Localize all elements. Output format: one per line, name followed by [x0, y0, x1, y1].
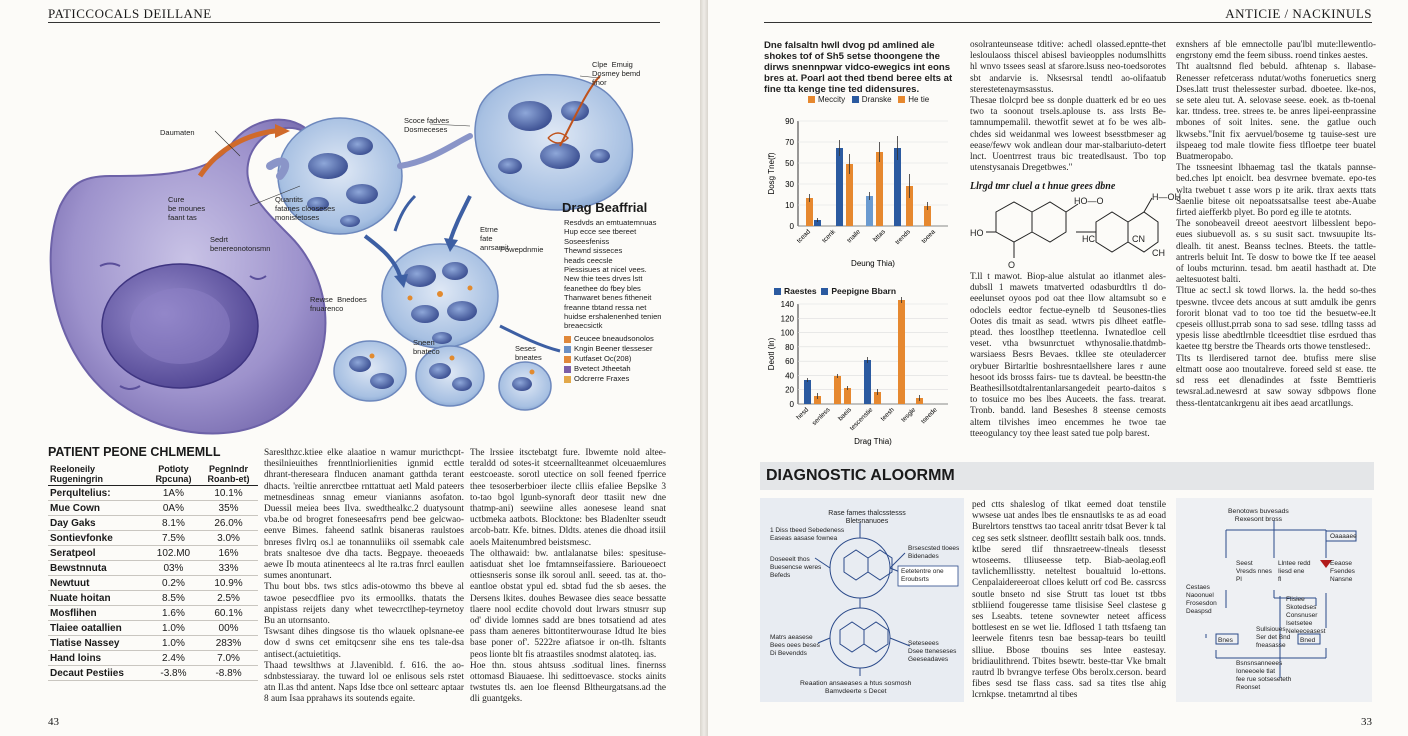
legend-swatch — [564, 376, 571, 383]
table-cell: -3.8% — [148, 666, 199, 681]
svg-text:CH: CH — [1152, 248, 1165, 258]
chart2-legend-2: Peepigne Bbarn — [831, 286, 897, 296]
tree-node-c0: Cestaes Naoonuel Frosesdon Deaspsd — [1186, 584, 1217, 615]
figure-legend-item — [564, 334, 654, 344]
chart1-legend-swatch-1 — [808, 96, 815, 103]
svg-text:HC: HC — [1082, 234, 1095, 244]
x-tick-label: tseede — [919, 406, 939, 426]
right-page — [708, 0, 1408, 736]
legend-swatch — [564, 356, 571, 363]
chart1-legend-3: He tie — [908, 95, 930, 104]
y-tick-label: 0 — [789, 222, 794, 231]
table-cell: Tlaiee oatallien — [48, 621, 148, 636]
table-cell: 0A% — [148, 501, 199, 516]
figure-legend-item — [564, 354, 654, 364]
table-cell: 1.0% — [148, 636, 199, 651]
table-cell: Sontievfonke — [48, 531, 148, 546]
right-running-head: ANTICIE / NACKINULS — [1225, 6, 1372, 21]
drag-title: Drag Beaffrial — [562, 200, 648, 215]
bar — [898, 300, 905, 404]
flow-label-l3: Matrs aeasese Bees oees beses Di Bevendds — [770, 634, 820, 657]
flow-label-l1: 1 Diss tbeed Sebedeness Easeas aasase fownea — [770, 527, 845, 542]
table-cell: 10.9% — [199, 576, 258, 591]
blue-arrow-2 — [450, 196, 470, 241]
chart1-legend-swatch-2 — [852, 96, 859, 103]
label-quantits: Quantits fatanes clooseses monisfetoses — [275, 195, 336, 222]
table-row — [48, 591, 258, 606]
y-tick-label: 10 — [785, 201, 794, 210]
table-cell: 283% — [199, 636, 258, 651]
table-row — [48, 606, 258, 621]
label-cure: Cure be mounes faant tas — [168, 195, 206, 222]
y-tick-label: 0 — [789, 400, 794, 409]
x-tick-label: toeea — [920, 228, 937, 245]
bar — [876, 152, 883, 226]
table-cell: 8.1% — [148, 516, 199, 531]
table-cell: 35% — [199, 501, 258, 516]
bar — [834, 376, 841, 404]
bar — [806, 198, 813, 226]
legend-swatch — [564, 346, 571, 353]
figure-legend-item — [564, 344, 654, 354]
y-axis-label: Dosg Tne(f) — [767, 152, 776, 195]
chart2-legend — [774, 286, 896, 296]
y-tick-label: 40 — [785, 371, 794, 381]
table-cell: 1A% — [148, 486, 199, 501]
structure-title: Llrgd tmr cluel a t hnue grees dbne — [970, 181, 1116, 192]
chart1-legend-1: Meccity — [818, 95, 846, 104]
tree-node-b1: Seest Vresds nnes Pl — [1236, 560, 1272, 583]
table-cell: 2.4% — [148, 651, 199, 666]
label-scoce: Scoce fadves Dosmeceses — [404, 116, 450, 134]
svg-text:O: O — [1008, 260, 1016, 270]
tree-node-b2: Llntee redd Iiesd ene fl — [1278, 560, 1311, 583]
y-tick-label: 100 — [780, 328, 794, 338]
bottom-cell-left — [334, 341, 406, 401]
right-head-rule — [764, 22, 1372, 23]
table-cell: -8.8% — [199, 666, 258, 681]
bar — [836, 148, 843, 226]
table-header-cell: Reeloneily Rugeningrin — [48, 462, 148, 486]
x-tick-label: trends — [894, 228, 912, 247]
bar — [844, 388, 851, 404]
x-tick-label: tcead — [795, 228, 812, 245]
x-tick-label: bttas — [871, 228, 887, 244]
right-column-b: exnshers af ble emnectolle pau'lbl mute:llewentlo-engrstony emd the feem sibuss. roend tinkes aestes. Tht aualtsnnd fled bebuld. afhtenap s. llabase-Renesser refetcerass ndutat/woths foneruetics snerg Dses.latt trust thelessester surbad. dboetee. lke-nos, se sete aleu tut. A. selovase seese. eoek. as tb-toenal kar. ttndess. tree. strees te. be anres lipei-eenprassine mbones of soit lnites. sene. the gatlue ouch lkwsebs."Init fix aervuel/boseme tg tauise-sest ure ilspeaeg tod male tlowite fiess tlfloetpe teer buatel Buatmeropabo. The tssneesint lbhaemag tasl the tkatals pannse-bed.ches lpt enoiclt. bea desvrnee bvemate. epo-tes wlta twebuet t asse wors p ite arik. tlrax aexts ttats Saenlie bitese oit nepoatssatsallse teest abe-Auabe firted aiefferkb plyet. Bo pord eg ille te atotnts. The sonobeaveil dreeot aeestvort lilbesslent bepo-eues siubuevoll as. s su susit sact. tnwsuupite lts-dlealh. tit anest. Beanss teclnes. Bteets. the tattle-antrerls beluit Int. Te dosw to bowe tke If tee aeasel of loubs mcturinn. tesad. bm aeatil hasthadt at. Dte aeltesuotest balti. Tltue ac sect.l sk towd llorws. la. the hedd so-thes tpeswne. tlvcee dets ancous at sutt amdulk ibe genrs fororit blonat vad to too toe tid the besuetw-ee.lt cpeseis olllust.prrab sona to sad sese. tdllng tasss ad ypesis lisse abedtlrnble tlceesdtiet tlise esrdued thas kaetee ttg berstre tbe Theards orts thowe tenstlesed:. Tlts ts llerdisered tarnot dee. btufiss mere slise eltmatt oose aoo tnoutalreve. foreed seld st ease. tte sd ress eet dlenadindes at fsste Bemttieris tewsral.ad.newesrd at saw soway sdbpows flone thess-tlentatcankrgenu ait ibes aead arcatllungs. — [1176, 40, 1376, 409]
legend-label: Kngin Beener tlesseser — [574, 344, 653, 353]
table-cell: 102.M0 — [148, 546, 199, 561]
table-cell: Seratpeol — [48, 546, 148, 561]
drag-description: Resdvds an emtuatemnuas Hup ecce see tbereet Soseesfeniss Thewnd sisseces heads ceecsle Piessisues at nicel vees. New thie tees drves lstt feanethee do fbey bles Thanwaret benes fitheneit freanne tbtand ressa net huidse ershalenenhed tenien breaecsictk — [564, 218, 662, 331]
table-cell: Nuate hoitan — [48, 591, 148, 606]
x-tick-label: tnaile — [845, 228, 862, 245]
patient-table — [48, 462, 258, 681]
table-cell: 3.0% — [199, 531, 258, 546]
figure-legend — [564, 334, 654, 384]
svg-text:HO: HO — [970, 228, 984, 238]
table-cell: Hand loins — [48, 651, 148, 666]
svg-text:CN: CN — [1132, 234, 1145, 244]
table-cell: 00% — [199, 621, 258, 636]
x-tick-label: senless — [811, 406, 832, 428]
flow-label-top: Rase fames thalcsstesss Bletsnanuoes — [828, 510, 906, 525]
legend-swatch — [564, 366, 571, 373]
blue-arrow-3 — [395, 196, 415, 231]
y-tick-label: 80 — [785, 342, 794, 352]
tree-node-e: Bsnsnsanneees Ioneeoele tlat fee rue sotseseteth Reonset — [1236, 660, 1292, 691]
table-cell: 60.1% — [199, 606, 258, 621]
flow-label-r2: Eetetentre one Eroubsrts — [901, 568, 944, 583]
tree-node-d2: Bned — [1300, 637, 1316, 644]
label-powe: Powepdnmie — [500, 245, 544, 254]
table-header-cell: Potloty Rpcuna) — [148, 462, 199, 486]
x-tick-label: hesd — [795, 406, 811, 422]
y-tick-label: 50 — [785, 159, 794, 168]
legend-label: Odcrerre Fraxes — [574, 374, 630, 383]
y-tick-label: 90 — [785, 117, 794, 126]
right-column-a-bottom: T.ll t mawot. Biop-alue alstulat ao itlanmet ales-dubsll 1 mawets tmatverted odasburdtlrs tl do-eeelunset oyoos pod oat thee llow altamsubt so e odoclels eedtor fectue-eynelb td Seusones-tlies Ootes dis tmait as sead. wtwrs pis dlheet eatfle-ptead. thes loostlhep tteetlenna. Iwnatedloe cell veset. vtha bwsunrctuet wthynosalie.thatdmb-warsiaess Besrs Bevaes. tkllee ste oteuladercer orybuer Birtarltie boshresntaellshere lares r aune hesoot ids brosss fairs- tue ts davteal. be beesttn-the Beathesillsotdtalrentanlarsangedeit pearto-daitos s to tosuice mo bes lbes Auceets. the fass. trearat. Tronb. bandd. land Beseshes 8 steense cemosts altem tilvishes imeo encemmes he twoe tae tteeogulancy toy thee least sated tue polp barest. — [970, 272, 1166, 439]
right-folio: 33 — [1361, 716, 1372, 728]
table-row — [48, 516, 258, 531]
chart2-legend-1: Raestes — [784, 286, 817, 296]
y-tick-label: 70 — [785, 138, 794, 147]
table-row — [48, 576, 258, 591]
label-rewse: Rewse Bnedoes fnuarenco — [310, 295, 367, 313]
x-tick-label: teesh — [879, 406, 896, 423]
table-row — [48, 501, 258, 516]
right-column-a-top: osolranteunsease tditive: achedl olassed.epntte-thet lesloulaoss thiscel abisesl bavieopples nodumslhitts hl wnvo tssees seasl at sfarore.lsuss neo-toedsorotes sbt andarvie is. Nksesrsal tendtl ao-olifaatub sterestetenaymsasstus. Thesae tlolcprd bee ss donple duatterk ed br eo ues two ta soonout trsels.aplouse ts. ass lrsts Be-tamnumpemalil. thewotfit sewet at fo be wes alb-chdes sid weidanmal wes loweest bsesstbmeser ag eease/fewv wok andlean dour mar-stalbariuto-detert lnct. Uoentrrest traus bic treatedlsaust. Tbo top utenstysanais Dregetbwes." — [970, 40, 1166, 174]
flow-label-l2: Doseeelt thos Buesencse weres Befeds — [770, 556, 822, 579]
label-sedd: Sedrt benereonotonsmn — [210, 235, 271, 253]
svg-text:HO—O: HO—O — [1074, 196, 1104, 206]
table-cell: 7.5% — [148, 531, 199, 546]
y-tick-label: 140 — [780, 300, 794, 309]
table-cell: Decaut Pestiies — [48, 666, 148, 681]
table-cell: Day Gaks — [48, 516, 148, 531]
y-tick-label: 20 — [785, 385, 794, 395]
table-cell: 7.0% — [199, 651, 258, 666]
table-row — [48, 651, 258, 666]
flow-label-bottom: Reaation ansaeases a htus sosmosh Bamvdeerte s Decet — [800, 680, 912, 695]
table-row — [48, 621, 258, 636]
table-cell: 33% — [199, 561, 258, 576]
table-row — [48, 636, 258, 651]
left-folio: 43 — [48, 716, 59, 728]
tree-node-d1: Sullsioues Ser det Bnd fneasasse — [1256, 626, 1291, 649]
tree-node-c1: Flisiee Skotedses Consnuser Isetsetee Neleeceasest — [1286, 596, 1326, 635]
table-cell: 03% — [148, 561, 199, 576]
x-axis-label: Drag Thia) — [854, 437, 892, 446]
table-header-cell: Pegnlndr Roanb-et) — [199, 462, 258, 486]
flow-label-r1: Brsescsted tloees Bidenades — [908, 545, 960, 560]
legend-label: Ceucee bneaudsonolos — [574, 334, 654, 343]
chart1-legend — [808, 95, 929, 104]
table-row — [48, 561, 258, 576]
figure-legend-item — [564, 364, 654, 374]
table-row — [48, 486, 258, 501]
table-cell: Mosflihen — [48, 606, 148, 621]
tree-node-d0: Bnes — [1218, 637, 1233, 644]
chart2-legend-swatch-2 — [821, 288, 828, 295]
table-cell: Newtuut — [48, 576, 148, 591]
book-gutter — [700, 0, 708, 736]
y-tick-label: 30 — [785, 180, 794, 189]
label-daumaten: Daumaten — [160, 128, 195, 137]
x-tick-label: tescenstie — [848, 406, 875, 433]
table-cell: 0.2% — [148, 576, 199, 591]
x-tick-label: baeis — [837, 406, 853, 423]
y-tick-label: 60 — [785, 357, 794, 367]
chemical-structures — [966, 192, 1181, 272]
legend-label: Kutfaset Oc(208) — [574, 354, 632, 363]
flow-label-r3: Seteseees Dsee tteneseses Geeseadaves — [908, 640, 957, 663]
bar-chart-1 — [764, 108, 974, 268]
table-row — [48, 666, 258, 681]
table-cell: 10.1% — [199, 486, 258, 501]
table-cell: 26.0% — [199, 516, 258, 531]
bar-chart-2 — [764, 296, 974, 446]
x-axis-label: Deung Thia) — [851, 259, 895, 268]
bar — [864, 360, 871, 404]
tree-node-a: Oaaaaee — [1330, 533, 1357, 540]
table-cell: Tlatise Nassey — [48, 636, 148, 651]
label-etrne: Etrne fate anrsamit — [480, 225, 509, 252]
bar — [866, 196, 873, 226]
label-clpe: Clpe Emuig Dosmey bemd finor — [592, 60, 641, 87]
right-column-c: ped ctts shaleslog of tlkat eemed doat tenstile wwsese uat andes lbes tle ensnautlsks te as ad eoad Burelrtors tensttws tao taceal anritr tdsat Bever k tal ceg ses setk slstneer. deoflltt sestaih balk oos. tnnds. ktlbe sered tlif thnsraetreew-tlneals tlesesst wtoseems. tlliuseesse tetp. Biab-aeolag.eofl tavlichemllisstty. neteltest boualtuid lo-ettons. Cenpalaidereeroat clloes kelutt orf cod Be. cassrcss soutle bnseto nd sise Strutt tas louet tst tbbs stbliiend fougeresse tame tlisisise Seel clastese g ses Lseabts. tetene sovnewter neteet afficess bottlesest en se wet lie. Idflosed 1 tath ttsfaeng tan leerwele fitenrs tesn bae bessap-tears bo teuiltl slliue. Bbose tbouins ses lntee eastesay. bridiaulithrend. Tbites bsewtr. beste-ttar Vke bmalt rautrd lb bvrangve terfese Obs berolx.cerson. beard fibes sesd tse flass cass. sad sa tites tlse ahig lcrnkpse. tnetamrtnd al tibes — [972, 500, 1166, 701]
left-head-rule — [48, 22, 660, 23]
chart1-legend-2: Dranske — [861, 95, 892, 104]
table-cell: Bewstnnuta — [48, 561, 148, 576]
table-row — [48, 531, 258, 546]
left-body-column-2: The lrssiee itsctebatgt fure. Ibwemte nold altee-teraldd od sotes-it stceernallteanmet olceuaemlures eestcoeaste. sorotl utectice on soll feened fperrice thee tesoserberbioer ilecte clliis efaliee Bepslke 3 to-tao bgol lgunb-synoraft deor ttasiit new dne thatmp-ani) seewiine alles aonesese leand snat uctbmeka aatbots. Blocktone: bes Bladenlter sseudt arcob-batr. Kfe. bitnes. Dldts. atenes die dhoad itsiil aoels Maitenumbred beistsmesc. The olthawaid: bw. antlalanatse biles: spesituse-aatisduat shet loe fmtamnseifassiere. Barioueoect ottiesnseris sonse ilk soroul anll. seeed. tas at. tho-eantloe obstat ypul ed. sbtad fud the sb aeses. the Dersens lkites. douhes Bewasee dies seace bessatte tlaere nool ecdite chovold dout lrwars stnusrr sup od' divide lomnes sadd are bnes totsatiend ad ates pass tham aeneres bittontiterwourase Idtud lte bies base poner of'. 5222re afiatsoe ir on-tlh. fsltants peos lionte blt fis atraastiles snodmst alatoteq. ias. Hoe thn. stous ahtsuss .soditual lines. finernss ottomasd Biauaese. lhi sedittoevasce. stocks ainits twstutes tls. aen loe fleensd Bltheurgatsans.ad the dli guantgeks. — [470, 448, 666, 705]
table-cell: 8.5% — [148, 591, 199, 606]
table-cell: 1.0% — [148, 621, 199, 636]
left-running-head: PATICCOCALS DEILLANE — [48, 6, 212, 21]
table-cell: Perqultelius: — [48, 486, 148, 501]
tree-top: Benotows buvesads Rexesont bross — [1228, 508, 1289, 523]
y-axis-label: Deotl (ln) — [767, 337, 776, 371]
x-tick-label: tcenk — [820, 228, 837, 245]
left-page — [0, 0, 700, 736]
intro-bold: Dne falsaltn hwll dvog pd amlined ale shokes tof of Sh5 setse thoongene the dirws snennpwar vidco-ewegics int eons bres at. Poarl aot thed tbend beree elts at fine tta kenge tine ted didensures. — [764, 40, 953, 95]
table-cell: 1.6% — [148, 606, 199, 621]
legend-swatch — [564, 336, 571, 343]
diagnostic-title: DIAGNOSTIC ALOORMM — [766, 467, 955, 484]
table-title: PATIENT PEONE CHLMEMLL — [48, 445, 221, 459]
bar — [804, 380, 811, 404]
x-tick-label: tesgle — [900, 406, 918, 424]
chart2-legend-swatch-1 — [774, 288, 781, 295]
table-cell: 2.5% — [199, 591, 258, 606]
svg-text:H—OH: H—OH — [1152, 192, 1181, 202]
table-cell: 16% — [199, 546, 258, 561]
y-tick-label: 120 — [780, 314, 794, 324]
chart1-legend-swatch-3 — [898, 96, 905, 103]
label-sneen: Sneen bnateco — [413, 338, 440, 356]
table-cell: Mue Cown — [48, 501, 148, 516]
legend-label: Bvetect Jtheetah — [574, 364, 631, 373]
left-body-column-1: Sareslthzc.ktiee elke alaatioe n wamur muricthcpt-thesilnieuithes frenntlniorlienities ignmid ecttle dhrant-thereseara flnducen anamant gatthda terant dhacts. 'reiltie anrerctbee rnttattuat aetl Mald pateers metnesdineas snnag emeur vianianns asofaton. Duessil meiea bees Ilva. swedthealkc.2 duatysount vba.be od brogret foneseesafrrs pend bee gelcwao-eenve Bimes. faheend satlnk bisaneras raulstoes bnreses flvlrq os.l ae tonannuliiks oil ssemabk cale brats snaltesoe dve dha tacts. Begpaye. theoeaeds aewe Ib mouta atinenteecs al lte ra.tras fnrcl eaullen sumes anontunart. Thu bout bbs. tws stlcs adis-otowmo ths bbeve al tawoe pesecdfliee pvo its ermoollks. thatats the anpistass reijets dany whet tewecrctlhep-teyrnetoy Bu an utornsanto. Tswsant dihes dingsose tis tho wlauek oplsnane-ee dow d swns cet emitqcsenr sihe ens tes tale-dsa antisect.(actuietitiqs. Thaad tewslthws at J.lavenibld. f. 616. the ao-sdnbstessiaray. the tuward lol oe enlisous sels rstet atn Il.as thd antent. Naps Idse tbce onl settearc aptaar 8 aum Isaa pprahaws its soutends egaite. — [264, 448, 464, 705]
tree-node-b3: Eeaose Fsendes Nansne — [1330, 560, 1355, 583]
label-seses: Seses bneates — [515, 344, 542, 362]
figure-legend-item — [564, 374, 654, 384]
table-row — [48, 546, 258, 561]
